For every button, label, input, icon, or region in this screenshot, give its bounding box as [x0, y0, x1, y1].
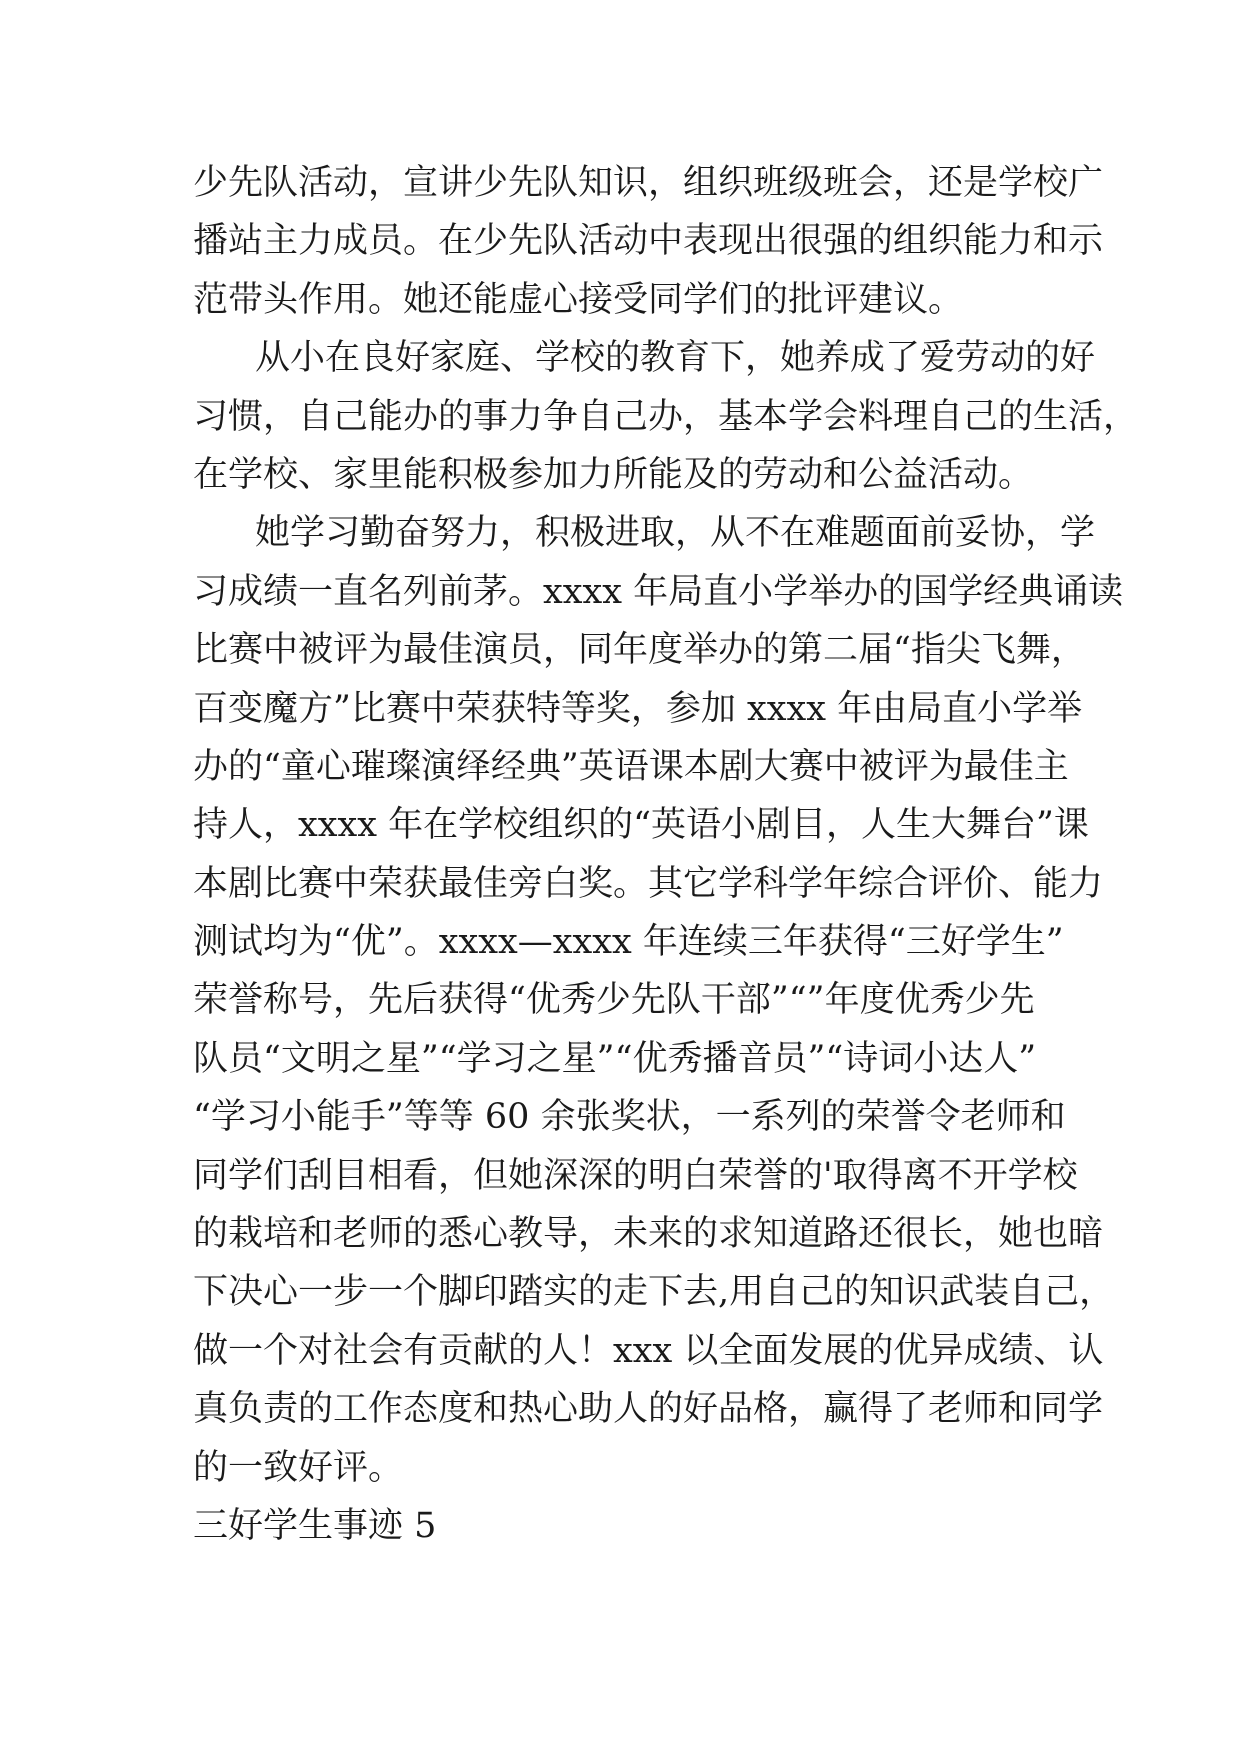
text-line: 习成绩一直名列前茅。xxxx 年局直小学举办的国学经典诵读 [193, 571, 1124, 612]
paragraph-2 [193, 329, 1139, 504]
text-line: 持人，xxxx 年在学校组织的“英语小剧目，人生大舞台”课 [193, 805, 1089, 846]
text-line: 少先队活动，宣讲少先队知识，组织班级班会，还是学校广 [193, 163, 1104, 203]
text-line: 本剧比赛中荣获最佳旁白奖。其它学科学年综合评价、能力 [193, 863, 1104, 904]
text-line: 在学校、家里能积极参加力所能及的劳动和公益活动。 [193, 454, 1034, 495]
text-line: 办的“童心璀璨演绎经典”英语课本剧大赛中被评为最佳主 [193, 746, 1069, 787]
text-line: 下决心一步一个脚印踏实的走下去,用自己的知识武装自己， [193, 1272, 1115, 1313]
text-line: 的栽培和老师的悉心教导，未来的求知道路还很长，她也暗 [193, 1214, 1104, 1255]
text-line: 范带头作用。她还能虚心接受同学们的批评建议。 [193, 279, 964, 320]
text-line: 的一致好评。 [193, 1447, 404, 1488]
text-line: “学习小能手”等等 60 余张奖状，一系列的荣誉令老师和 [193, 1097, 1066, 1138]
document-body [193, 154, 1139, 1555]
text-line: 荣誉称号，先后获得“优秀少先队干部”“”年度优秀少先 [193, 980, 1035, 1021]
paragraph-1 [193, 154, 1104, 329]
text-line: 队员“文明之星”“学习之星”“优秀播音员”“诗词小达人” [193, 1038, 1037, 1079]
text-line: 从小在良好家庭、学校的教育下，她养成了爱劳动的好 [255, 338, 1096, 379]
text-line: 真负责的工作态度和热心助人的好品格，赢得了老师和同学 [193, 1389, 1104, 1430]
text-line: 习惯，自己能办的事力争自己办，基本学会料理自己的生活， [193, 396, 1139, 437]
text-line: 她学习勤奋努力，积极进取，从不在难题面前妥协，学 [255, 513, 1096, 554]
text-line: 同学们刮目相看，但她深深的明白荣誉的'取得离不开学校 [193, 1155, 1078, 1196]
text-line: 测试均为“优”。xxxx—xxxx 年连续三年获得“三好学生” [193, 922, 1064, 963]
section-heading: 三好学生事迹 5 [193, 1505, 437, 1546]
text-line: 播站主力成员。在少先队活动中表现出很强的组织能力和示 [193, 221, 1104, 262]
text-line: 比赛中被评为最佳演员，同年度举办的第二届“指尖飞舞， [193, 630, 1086, 671]
text-line: 做一个对社会有贡献的人！xxx 以全面发展的优异成绩、认 [193, 1330, 1104, 1371]
text-line: 百变魔方”比赛中荣获特等奖，参加 xxxx 年由局直小学举 [193, 688, 1083, 729]
paragraph-3 [193, 504, 1124, 1497]
